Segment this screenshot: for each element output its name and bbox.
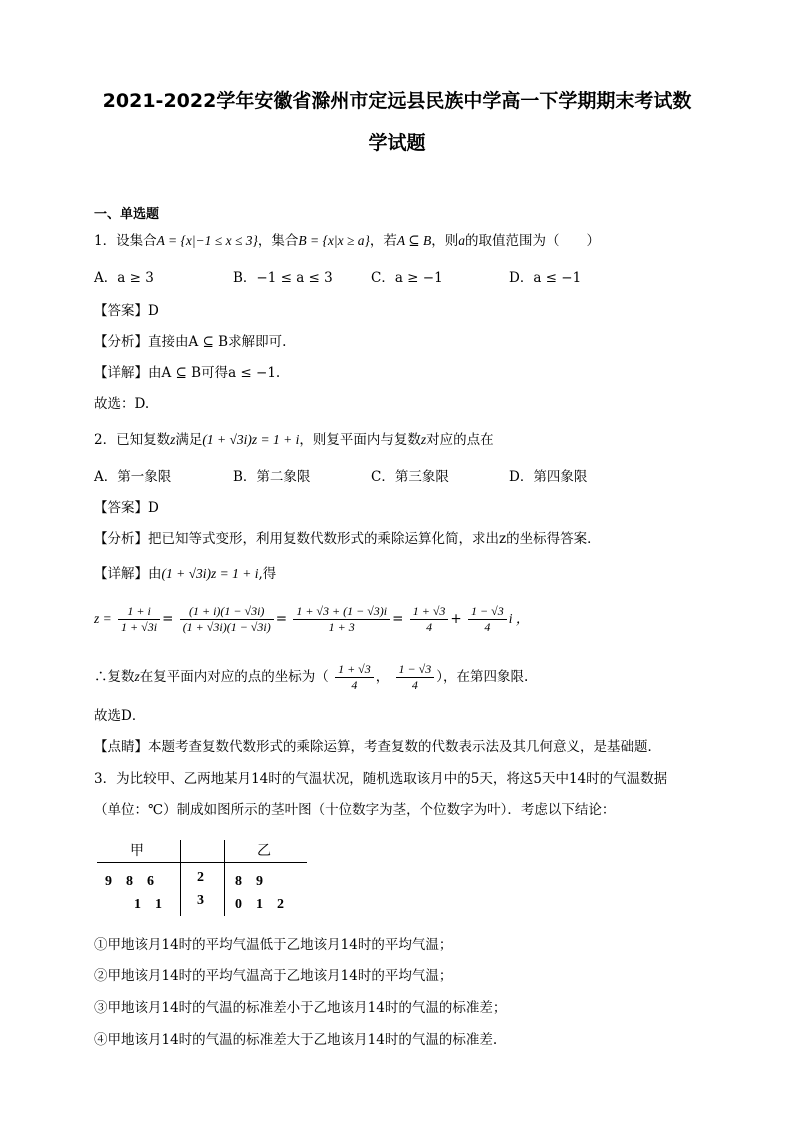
option-c: C．a ≥ −1 xyxy=(371,270,443,286)
detail-line: 【详解】由A ⊆ B可得a ≤ −1. xyxy=(94,365,281,381)
question-3-stem: 3．为比较甲、乙两地某月14时的气温状况，随机选取该月中的5天，将这5天中14时的气温数据 xyxy=(94,771,668,787)
section-heading: 一、单选题 xyxy=(94,207,160,222)
header-yi: 乙 xyxy=(257,843,271,859)
leaf-right-row-1: 8 9 xyxy=(235,874,263,889)
analysis-line: 【分析】把已知等式变形，利用复数代数形式的乘除运算化简，求出z的坐标得答案． xyxy=(94,531,601,547)
fraction: $\frac{1 - √3}{4}$ xyxy=(396,662,435,693)
question-3-stem-continued: （单位：℃）制成如图所示的茎叶图（十位数字为茎，个位数字为叶）．考虑以下结论： xyxy=(94,802,616,818)
comment-line: 【点睛】本题考查复数代数形式的乘除运算，考查复数的代数表示法及其几何意义，是基础题． xyxy=(94,739,661,755)
fraction: $\frac{1 + √3}{4}$ xyxy=(335,662,374,693)
question-1-stem: 1．设集合A = {x|−1 ≤ x ≤ 3}，集合B = {x|x ≥ a}，若A ⊆ B，则a的取值范围为（ ） xyxy=(94,233,600,249)
fraction: $\frac{(1 + i)(1 - √3i)}{(1 + √3i)(1 - √3i)}$ xyxy=(180,604,274,635)
stem-leaf-plot xyxy=(97,838,307,918)
option-b: B．第二象限 xyxy=(233,469,311,485)
fraction: $\frac{1 + √3 + (1 - √3)i}{1 + 3}$ xyxy=(293,604,390,635)
conclusion-4: ④甲地该月14时的气温的标准差大于乙地该月14时的气温的标准差. xyxy=(94,1032,498,1048)
answer-line: 【答案】D xyxy=(94,303,159,319)
table-rule xyxy=(180,840,181,916)
option-d: D．第四象限 xyxy=(509,469,588,485)
table-rule xyxy=(224,840,225,916)
table-rule xyxy=(97,862,307,863)
answer-line: 【答案】D xyxy=(94,500,159,516)
analysis-line: 【分析】直接由A ⊆ B求解即可. xyxy=(94,334,287,350)
derivation-equation: z = $\frac{1 + i}{1 + √3i}$ = $\frac{(1 + i)(1 - √3i)}{(1 + √3i)(1 - √3i)}$ = $\frac{1 + √3 + (1 - √3)i}{1 + 3}$ = $\frac{1 + √3}{4}$ + $\frac{1 - √3}{4}$ i ， xyxy=(94,604,530,634)
conclusion-line: 故选：D. xyxy=(94,396,150,412)
conclusion-1: ①甲地该月14时的平均气温低于乙地该月14时的平均气温； xyxy=(94,937,453,953)
leaf-right-row-2: 0 1 2 xyxy=(235,897,284,912)
leaf-left-row-2: 1 1 xyxy=(134,897,162,912)
question-2-stem: 2．已知复数z满足(1 + √3i)z = 1 + i，则复平面内与复数z对应的点在 xyxy=(94,432,494,448)
page-title-continued: 学试题 xyxy=(368,132,426,154)
fraction: $\frac{1 - √3}{4}$ xyxy=(468,604,507,635)
stem-row-1: 2 xyxy=(197,870,204,885)
option-a: A．a ≥ 3 xyxy=(94,270,154,286)
conclusion-line: 故选D． xyxy=(94,708,146,724)
coordinate-line: ∴复数z在复平面内对应的点的坐标为（ $\frac{1 + √3}{4}$ ， $\frac{1 - √3}{4}$ ），在第四象限. xyxy=(94,662,529,692)
conclusion-3: ③甲地该月14时的气温的标准差小于乙地该月14时的气温的标准差； xyxy=(94,1000,507,1016)
leaf-left-row-1: 9 8 6 xyxy=(105,874,154,889)
conclusion-2: ②甲地该月14时的平均气温高于乙地该月14时的平均气温； xyxy=(94,968,453,984)
header-jia: 甲 xyxy=(130,843,144,859)
detail-line: 【详解】由(1 + √3i)z = 1 + i,得 xyxy=(94,566,277,582)
stem-row-2: 3 xyxy=(197,893,204,908)
option-d: D．a ≤ −1 xyxy=(509,270,582,286)
option-b: B．−1 ≤ a ≤ 3 xyxy=(233,270,333,286)
fraction: $\frac{1 + √3}{4}$ xyxy=(410,604,449,635)
fraction: $\frac{1 + i}{1 + √3i}$ xyxy=(118,604,160,635)
option-a: A．第一象限 xyxy=(94,469,172,485)
page-title: 2021-2022学年安徽省滁州市定远县民族中学高一下学期期末考试数 xyxy=(102,90,692,112)
option-c: C．第三象限 xyxy=(371,469,449,485)
